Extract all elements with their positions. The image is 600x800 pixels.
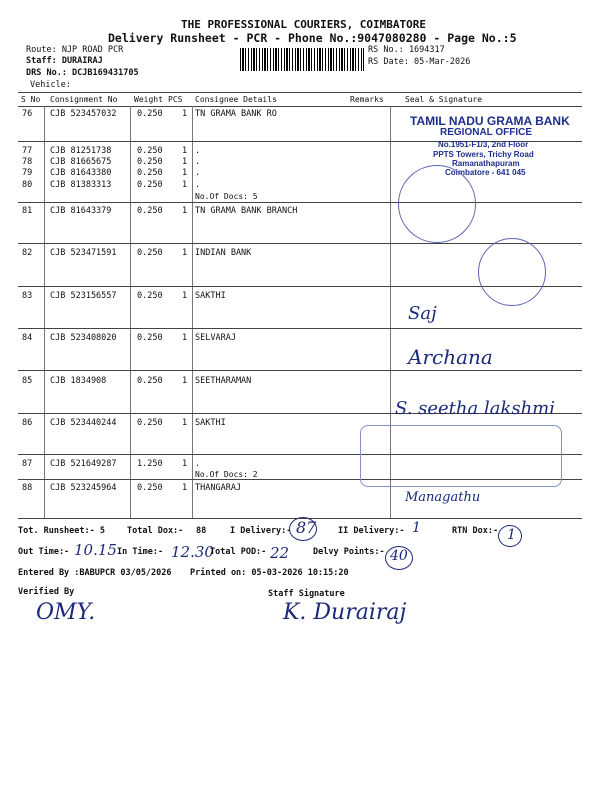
col-consignee: Consignee Details bbox=[195, 95, 277, 104]
col-remarks: Remarks bbox=[350, 95, 384, 104]
row-consignment: CJB 521649287 bbox=[50, 459, 117, 469]
row-pcs: 1 bbox=[182, 168, 188, 178]
route: Route: NJP ROAD PCR bbox=[26, 45, 124, 55]
tot-runsheet: Tot. Runsheet:- 5 bbox=[18, 526, 105, 536]
row-pcs: 1 bbox=[182, 291, 188, 301]
delvy-points-value: 40 bbox=[390, 548, 408, 564]
bank-stamp-line1: TAMIL NADU GRAMA BANK bbox=[410, 114, 570, 128]
row-pcs: 1 bbox=[182, 418, 188, 428]
row-pcs: 1 bbox=[182, 157, 188, 167]
signature-88: Managathu bbox=[405, 490, 481, 505]
circle-mark bbox=[385, 546, 413, 570]
row-weight: 0.250 bbox=[137, 248, 163, 258]
row-weight: 0.250 bbox=[137, 180, 163, 190]
runsheet-title: Delivery Runsheet - PCR - Phone No.:9047080280 - Page No.:5 bbox=[108, 31, 517, 45]
row-sno: 87 bbox=[22, 459, 33, 469]
barcode bbox=[240, 48, 364, 71]
row-consignee: . bbox=[195, 157, 201, 167]
delvy-points-label: Delvy Points:- bbox=[313, 547, 385, 557]
row-consignment: CJB 523471591 bbox=[50, 248, 117, 258]
out-time-value: 10.15 bbox=[74, 541, 117, 559]
row-weight: 0.250 bbox=[137, 168, 163, 178]
bank-stamp-line3: No.1951-F1/3, 2nd Floor bbox=[438, 140, 529, 149]
row-pcs: 1 bbox=[182, 206, 188, 216]
i-delivery-value: 87 bbox=[296, 518, 317, 537]
vehicle: Vehicle: bbox=[30, 80, 71, 90]
row-pcs: 1 bbox=[182, 459, 188, 469]
company-name: THE PROFESSIONAL COURIERS, COIMBATORE bbox=[181, 18, 427, 31]
row-sno: 88 bbox=[22, 483, 33, 493]
row-weight: 0.250 bbox=[137, 206, 163, 216]
bank-stamp-line6: Coimbatore - 641 045 bbox=[445, 168, 526, 177]
row-consignment: CJB 523440244 bbox=[50, 418, 117, 428]
i-delivery-label: I Delivery:- bbox=[230, 526, 292, 536]
docs-note: No.Of Docs: 2 bbox=[195, 470, 258, 479]
row-consignee: SAKTHI bbox=[195, 418, 226, 428]
row-consignment: CJB 81643379 bbox=[50, 206, 112, 216]
row-weight: 0.250 bbox=[137, 146, 163, 156]
verified-by-label: Verified By bbox=[18, 587, 75, 597]
bank-stamp-line5: Ramanathapuram bbox=[452, 159, 520, 168]
row-consignee: . bbox=[195, 459, 201, 469]
row-consignment: CJB 81383313 bbox=[50, 180, 112, 190]
signature-84: Archana bbox=[408, 345, 493, 369]
round-seal bbox=[478, 238, 546, 306]
row-consignment: CJB 523156557 bbox=[50, 291, 117, 301]
rs-number: RS No.: 1694317 bbox=[368, 45, 445, 55]
row-pcs: 1 bbox=[182, 483, 188, 493]
row-pcs: 1 bbox=[182, 109, 188, 119]
row-consignment: CJB 81643380 bbox=[50, 168, 112, 178]
verified-signature: OMY. bbox=[36, 600, 96, 625]
signature-83: Saj bbox=[408, 303, 437, 324]
company-stamp bbox=[360, 425, 562, 487]
row-consignment: CJB 1834908 bbox=[50, 376, 107, 386]
row-weight: 1.250 bbox=[137, 459, 163, 469]
total-pod-value: 22 bbox=[270, 544, 290, 562]
circle-mark bbox=[498, 525, 522, 547]
row-sno: 84 bbox=[22, 333, 33, 343]
rule-top bbox=[18, 92, 582, 93]
row-consignee: TN GRAMA BANK RO bbox=[195, 109, 277, 119]
row-weight: 0.250 bbox=[137, 333, 163, 343]
row-consignee: SAKTHI bbox=[195, 291, 226, 301]
staff-signature: K. Durairaj bbox=[283, 600, 407, 625]
round-seal bbox=[398, 165, 476, 243]
row-weight: 0.250 bbox=[137, 157, 163, 167]
row-consignee: . bbox=[195, 168, 201, 178]
row-consignment: CJB 523245964 bbox=[50, 483, 117, 493]
row-weight: 0.250 bbox=[137, 483, 163, 493]
row-consignee: TN GRAMA BANK BRANCH bbox=[195, 206, 298, 216]
row-pcs: 1 bbox=[182, 333, 188, 343]
staff-signature-label: Staff Signature bbox=[268, 589, 345, 599]
in-time-label: In Time:- bbox=[117, 547, 164, 557]
row-sno: 86 bbox=[22, 418, 33, 428]
col-weight: Weight bbox=[134, 95, 163, 104]
total-dox-value: 88 bbox=[196, 526, 207, 536]
bank-stamp-line4: PPTS Towers, Trichy Road bbox=[433, 150, 534, 159]
out-time-label: Out Time:- bbox=[18, 547, 70, 557]
row-sno: 81 bbox=[22, 206, 33, 216]
row-sno: 82 bbox=[22, 248, 33, 258]
ii-delivery-label: II Delivery:- bbox=[338, 526, 405, 536]
row-weight: 0.250 bbox=[137, 376, 163, 386]
col-sno: S No bbox=[21, 95, 41, 104]
row-consignment: CJB 81251738 bbox=[50, 146, 112, 156]
row-sno: 76 bbox=[22, 109, 33, 119]
row-consignment: CJB 81665675 bbox=[50, 157, 112, 167]
row-consignee: . bbox=[195, 180, 201, 190]
circle-mark bbox=[289, 517, 317, 541]
row-weight: 0.250 bbox=[137, 418, 163, 428]
staff: Staff: DURAIRAJ bbox=[26, 56, 103, 66]
rs-date: RS Date: 05-Mar-2026 bbox=[368, 57, 471, 67]
in-time-value: 12.30 bbox=[171, 543, 214, 561]
row-consignee: SELVARAJ bbox=[195, 333, 236, 343]
rule-header bbox=[18, 106, 582, 107]
total-pod-label: Total POD:- bbox=[210, 547, 267, 557]
row-consignee: THANGARAJ bbox=[195, 483, 242, 493]
total-dox-label: Total Dox:- bbox=[127, 526, 184, 536]
row-sno: 78 bbox=[22, 157, 33, 167]
docs-note: No.Of Docs: 5 bbox=[195, 192, 258, 201]
ii-delivery-value: 1 bbox=[412, 520, 421, 536]
row-sno: 85 bbox=[22, 376, 33, 386]
printed-on: Printed on: 05-03-2026 10:15:20 bbox=[190, 568, 349, 578]
row-weight: 0.250 bbox=[137, 291, 163, 301]
row-pcs: 1 bbox=[182, 180, 188, 190]
row-consignment: CJB 523408020 bbox=[50, 333, 117, 343]
row-sno: 83 bbox=[22, 291, 33, 301]
row-pcs: 1 bbox=[182, 146, 188, 156]
row-consignee: INDIAN BANK bbox=[195, 248, 252, 258]
row-consignee: . bbox=[195, 146, 201, 156]
row-pcs: 1 bbox=[182, 376, 188, 386]
drs-number: DRS No.: DCJB169431705 bbox=[26, 68, 139, 78]
bank-stamp-line2: REGIONAL OFFICE bbox=[440, 127, 533, 138]
rtn-dox-value: 1 bbox=[507, 527, 516, 543]
row-consignment: CJB 523457032 bbox=[50, 109, 117, 119]
signature-85: S. seetha lakshmi bbox=[395, 398, 556, 419]
row-sno: 79 bbox=[22, 168, 33, 178]
col-signature: Seal & Signature bbox=[405, 95, 483, 104]
rtn-dox-label: RTN Dox:- bbox=[452, 526, 499, 536]
row-weight: 0.250 bbox=[137, 109, 163, 119]
col-pcs: PCS bbox=[168, 95, 183, 104]
row-sno: 80 bbox=[22, 180, 33, 190]
entered-by: Entered By :BABUPCR 03/05/2026 bbox=[18, 568, 172, 578]
row-consignee: SEETHARAMAN bbox=[195, 376, 252, 386]
col-consignment: Consignment No bbox=[50, 95, 118, 104]
row-sno: 77 bbox=[22, 146, 33, 156]
row-pcs: 1 bbox=[182, 248, 188, 258]
